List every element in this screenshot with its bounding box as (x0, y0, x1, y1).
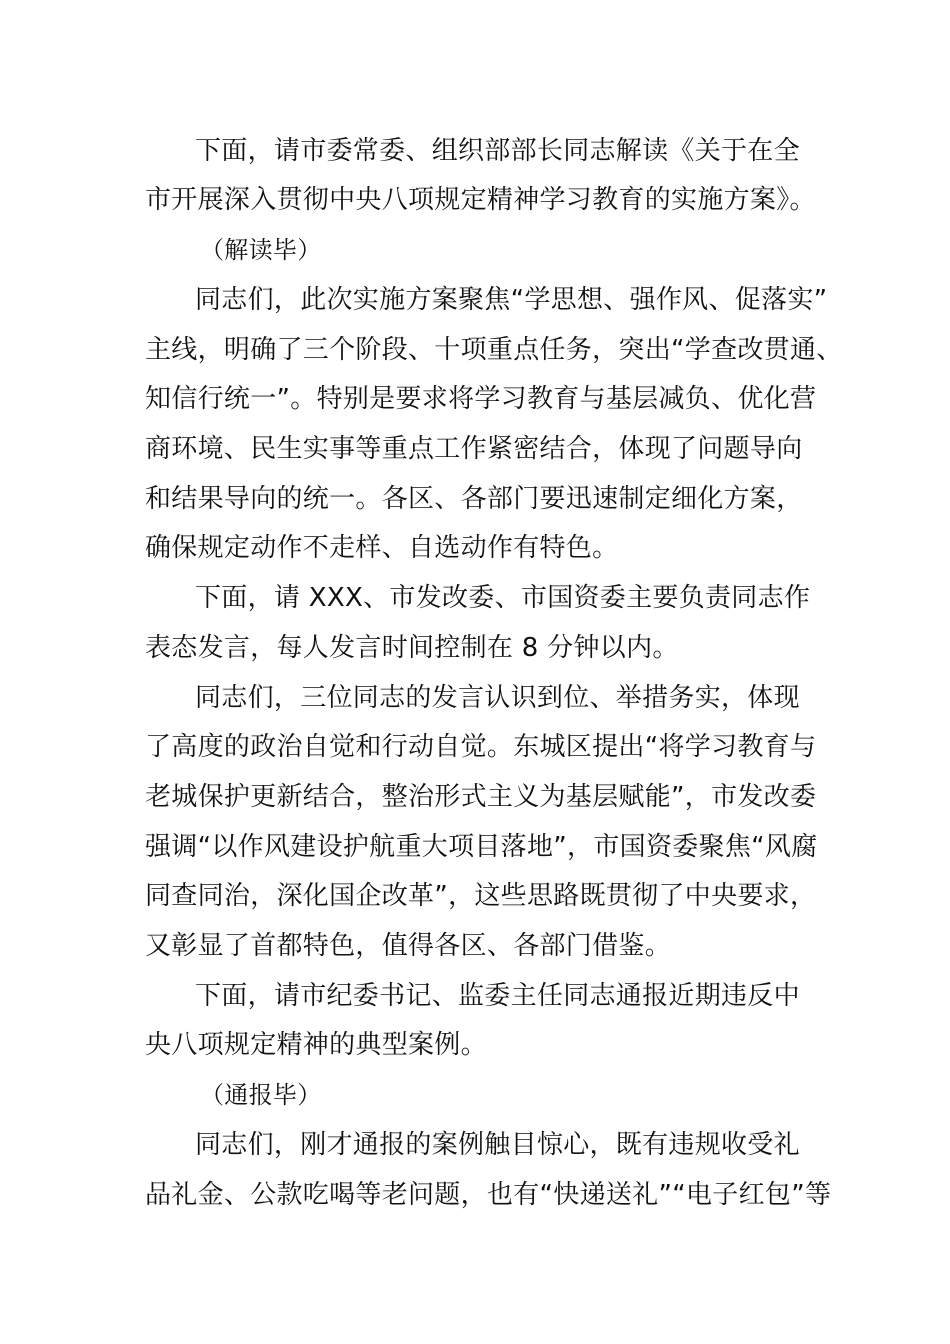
text-line: 同查同治，深化国企改革”，这些思路既贯彻了中央要求， (145, 881, 817, 911)
text-line: 确保规定动作不走样、自选动作有特色。 (145, 533, 619, 563)
text-line: 同志们，三位同志的发言认识到位、举措务实，体现 (195, 683, 800, 713)
text-line-note: （解读毕） (200, 236, 322, 264)
text-line: 主线，明确了三个阶段、十项重点任务，突出“学查改贯通、 (145, 335, 843, 365)
text-line: 下面，请市委常委、组织部部长同志解读《关于在全 (195, 136, 800, 166)
text-line: 同志们，此次实施方案聚焦“学思想、强作风、促落实” (195, 285, 828, 315)
text-line: 品礼金、公款吃喝等老问题，也有“快递送礼”“电子红包”等 (145, 1180, 832, 1210)
text-line: 商环境、民生实事等重点工作紧密结合，体现了问题导向 (145, 434, 803, 464)
text-line: 市开展深入贯彻中央八项规定精神学习教育的实施方案》。 (145, 185, 816, 215)
text-line: 同志们，刚才通报的案例触目惊心，既有违规收受礼 (195, 1130, 800, 1160)
text-line: 下面，请 XXX、市发改委、市国资委主要负责同志作 (195, 583, 811, 613)
text-line: 了高度的政治自觉和行动自觉。东城区提出“将学习教育与 (145, 732, 817, 762)
text-line: 强调“以作风建设护航重大项目落地”，市国资委聚焦“风腐 (145, 832, 818, 862)
text-line-note: （通报毕） (200, 1081, 322, 1109)
text-line: 下面，请市纪委书记、监委主任同志通报近期违反中 (195, 981, 800, 1011)
text-line: 和结果导向的统一。各区、各部门要迅速制定细化方案， (145, 484, 803, 514)
text-line: 央八项规定精神的典型案例。 (145, 1030, 487, 1060)
text-line: 老城保护更新结合，整治形式主义为基层赋能”，市发改委 (145, 782, 817, 812)
text-line: 表态发言，每人发言时间控制在 8 分钟以内。 (145, 633, 679, 663)
text-line: 知信行统一”。特别是要求将学习教育与基层减负、优化营 (145, 384, 817, 414)
text-line: 又彰显了首都特色，值得各区、各部门借鉴。 (145, 931, 672, 961)
